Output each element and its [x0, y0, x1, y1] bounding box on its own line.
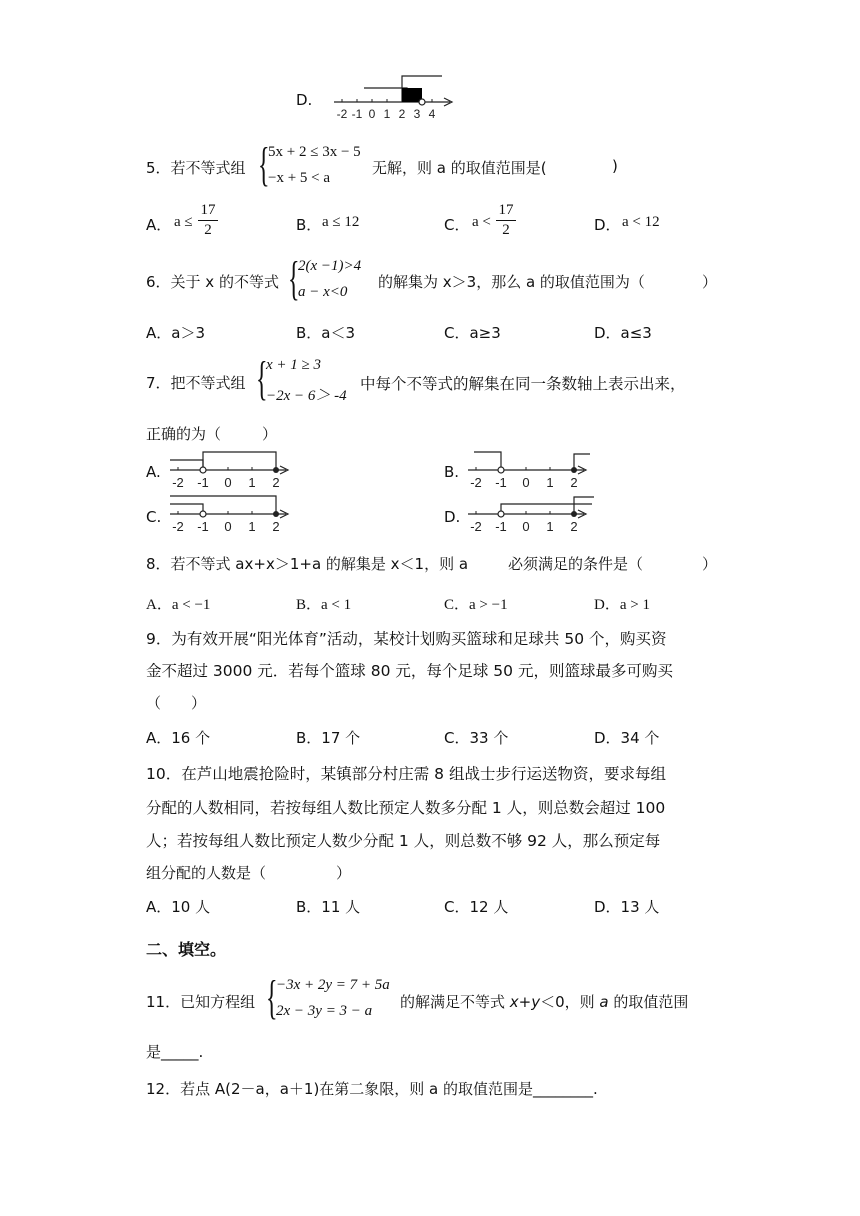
q8-close: ） — [702, 555, 718, 573]
q11-prefix: 11．已知方程组 — [146, 993, 256, 1011]
fraction-denominator: 2 — [204, 222, 212, 238]
q10-line3: 人；若按每组人数比预定人数少分配 1 人，则总数不够 92 人，那么预定每 — [146, 832, 661, 850]
tick-label: 4 — [428, 107, 436, 121]
q6-brace: { — [288, 252, 300, 305]
q8-option-d: D．a > 1 — [594, 597, 650, 613]
tick-label: -1 — [495, 475, 507, 490]
tick-label: 3 — [413, 107, 421, 121]
number-line-d — [330, 72, 460, 124]
q8-option-a: A．a < −1 — [146, 597, 211, 613]
section-heading: 二、填空。 — [146, 940, 227, 959]
tick-label: -1 — [351, 107, 363, 121]
tick-label: -2 — [172, 519, 184, 534]
q6-close: ） — [702, 273, 718, 291]
q5-brace: { — [258, 138, 270, 191]
tick-label: 2 — [272, 475, 280, 490]
q9-line1: 9．为有效开展“阳光体育”活动，某校计划购买篮球和足球共 50 个，购买资 — [146, 630, 667, 648]
q7-option-a-label: A. — [146, 463, 161, 481]
q6-suffix: 的解集为 x＞3，那么 a 的取值范围为（ — [378, 273, 645, 291]
q7-close: ） — [262, 425, 278, 443]
q9-option-a: A．16 个 — [146, 729, 211, 747]
q7-suffix: 中每个不等式的解集在同一条数轴上表示出来， — [360, 375, 686, 393]
q11-suffix-c: 的取值范围 — [608, 993, 689, 1011]
tick-label: 2 — [570, 519, 578, 534]
tick-label: 1 — [248, 475, 256, 490]
q7-prefix: 7．把不等式组 — [146, 374, 246, 392]
fraction-numerator: 17 — [200, 202, 216, 218]
q9-option-c: C．33 个 — [444, 729, 509, 747]
tick-label: 2 — [570, 475, 578, 490]
q6-eq2: a − x<0 — [298, 284, 348, 300]
q7-eq1: x + 1 ≥ 3 — [266, 357, 322, 373]
q8-option-b: B．a < 1 — [296, 597, 352, 613]
q5-prefix: 5．若不等式组 — [146, 159, 246, 177]
q11-brace: { — [266, 971, 278, 1024]
tick-label: -2 — [172, 475, 184, 490]
fraction-numerator: 17 — [498, 202, 514, 218]
q10-line2: 分配的人数相同，若按每组人数比预定人数多分配 1 人，则总数会超过 100 — [146, 799, 666, 817]
q12-text: 12．若点 A(2－a，a＋1)在第二象限，则 a 的取值范围是________. — [146, 1080, 598, 1098]
tick-label: -2 — [470, 475, 482, 490]
q9-line2: 金不超过 3000 元．若每个篮球 80 元，每个足球 50 元，则篮球最多可购买 — [146, 662, 673, 680]
tick-label: 1 — [248, 519, 256, 534]
tick-label: 1 — [546, 475, 554, 490]
q11-var-a: a — [599, 993, 609, 1011]
q5-option-a-label: A． — [146, 216, 172, 234]
tick-label: -2 — [470, 519, 482, 534]
q8-option-c: C．a > −1 — [444, 597, 508, 613]
q5-option-b-label: B． — [296, 216, 322, 234]
q10-option-a: A．10 人 — [146, 898, 211, 916]
q8-text: 8．若不等式 ax+x＞1+a 的解集是 x＜1，则 a — [146, 555, 469, 573]
number-line-c — [166, 492, 296, 536]
q11-line-b: 是_____. — [146, 1043, 204, 1061]
tick-label: 0 — [224, 519, 232, 534]
tick-label: -2 — [336, 107, 348, 121]
q11-suffix-a: 的解满足不等式 — [400, 993, 510, 1011]
q11-suffix-b: ＜0，则 — [540, 993, 600, 1011]
tick-label: 1 — [383, 107, 391, 121]
q5-option-c-fraction — [496, 203, 516, 238]
q10-option-b: B．11 人 — [296, 898, 361, 916]
q5-option-b-text: a ≤ 12 — [322, 214, 360, 230]
q10-close: ） — [336, 864, 352, 882]
q9-option-d: D．34 个 — [594, 729, 660, 747]
number-line-b — [464, 448, 594, 492]
q10-option-d: D．13 人 — [594, 898, 660, 916]
q6-option-d: D．a≤3 — [594, 324, 652, 342]
tick-label: 0 — [522, 475, 530, 490]
q6-option-a: A．a＞3 — [146, 324, 205, 342]
q6-option-c: C．a≥3 — [444, 324, 501, 342]
q5-option-c-label: C． — [444, 216, 470, 234]
q10-line1: 10．在芦山地震抢险时，某镇部分村庄需 8 组战士步行运送物资，要求每组 — [146, 765, 666, 783]
tick-label: -1 — [197, 519, 209, 534]
q11-eq1: −3x + 2y = 7 + 5a — [276, 977, 390, 993]
q5-eq1: 5x + 2 ≤ 3x − 5 — [268, 144, 361, 160]
q6-eq1: 2(x −1)>4 — [298, 258, 362, 274]
q5-option-d-text: a < 12 — [622, 214, 660, 230]
number-line-a — [166, 448, 296, 492]
q9-option-b: B．17 个 — [296, 729, 361, 747]
tick-label: -1 — [197, 475, 209, 490]
q11-var-xy: x+y — [509, 993, 541, 1011]
q11-eq2: 2x − 3y = 3 − a — [276, 1003, 373, 1019]
q5-eq2: −x + 5 < a — [268, 170, 331, 186]
q9-line3: （ ） — [146, 694, 207, 712]
q6-prefix: 6．关于 x 的不等式 — [146, 273, 279, 291]
q6-option-b: B．a＜3 — [296, 324, 356, 342]
q11-suffix — [400, 991, 688, 1012]
tick-label: 2 — [398, 107, 406, 121]
q7-brace: { — [256, 352, 268, 405]
tick-label: 0 — [522, 519, 530, 534]
q5-option-a-text: a ≤ — [174, 214, 193, 230]
q7-option-d-label: D. — [444, 508, 461, 526]
fraction-denominator: 2 — [502, 222, 510, 238]
tick-label: -1 — [495, 519, 507, 534]
q5-option-a-fraction — [198, 203, 218, 238]
q10-option-c: C．12 人 — [444, 898, 509, 916]
q5-option-c-text: a < — [472, 214, 491, 230]
tick-label: 2 — [272, 519, 280, 534]
q5-close: ) — [612, 157, 618, 175]
q5-option-d-label: D． — [594, 216, 621, 234]
tick-label: 0 — [224, 475, 232, 490]
q7-line-b: 正确的为（ — [146, 425, 222, 443]
q7-eq2: −2x − 6＞ -4 — [266, 388, 347, 404]
number-line-d2 — [464, 492, 598, 536]
q7-option-c-label: C. — [146, 508, 162, 526]
q8-text2: 必须满足的条件是（ — [508, 555, 644, 573]
tick-label: 0 — [368, 107, 376, 121]
q10-line4: 组分配的人数是（ — [146, 864, 267, 882]
q5-suffix: 无解，则 a 的取值范围是( — [372, 159, 547, 177]
tick-label: 1 — [546, 519, 554, 534]
q4-option-d-label: D. — [296, 91, 313, 109]
q7-option-b-label: B. — [444, 463, 460, 481]
